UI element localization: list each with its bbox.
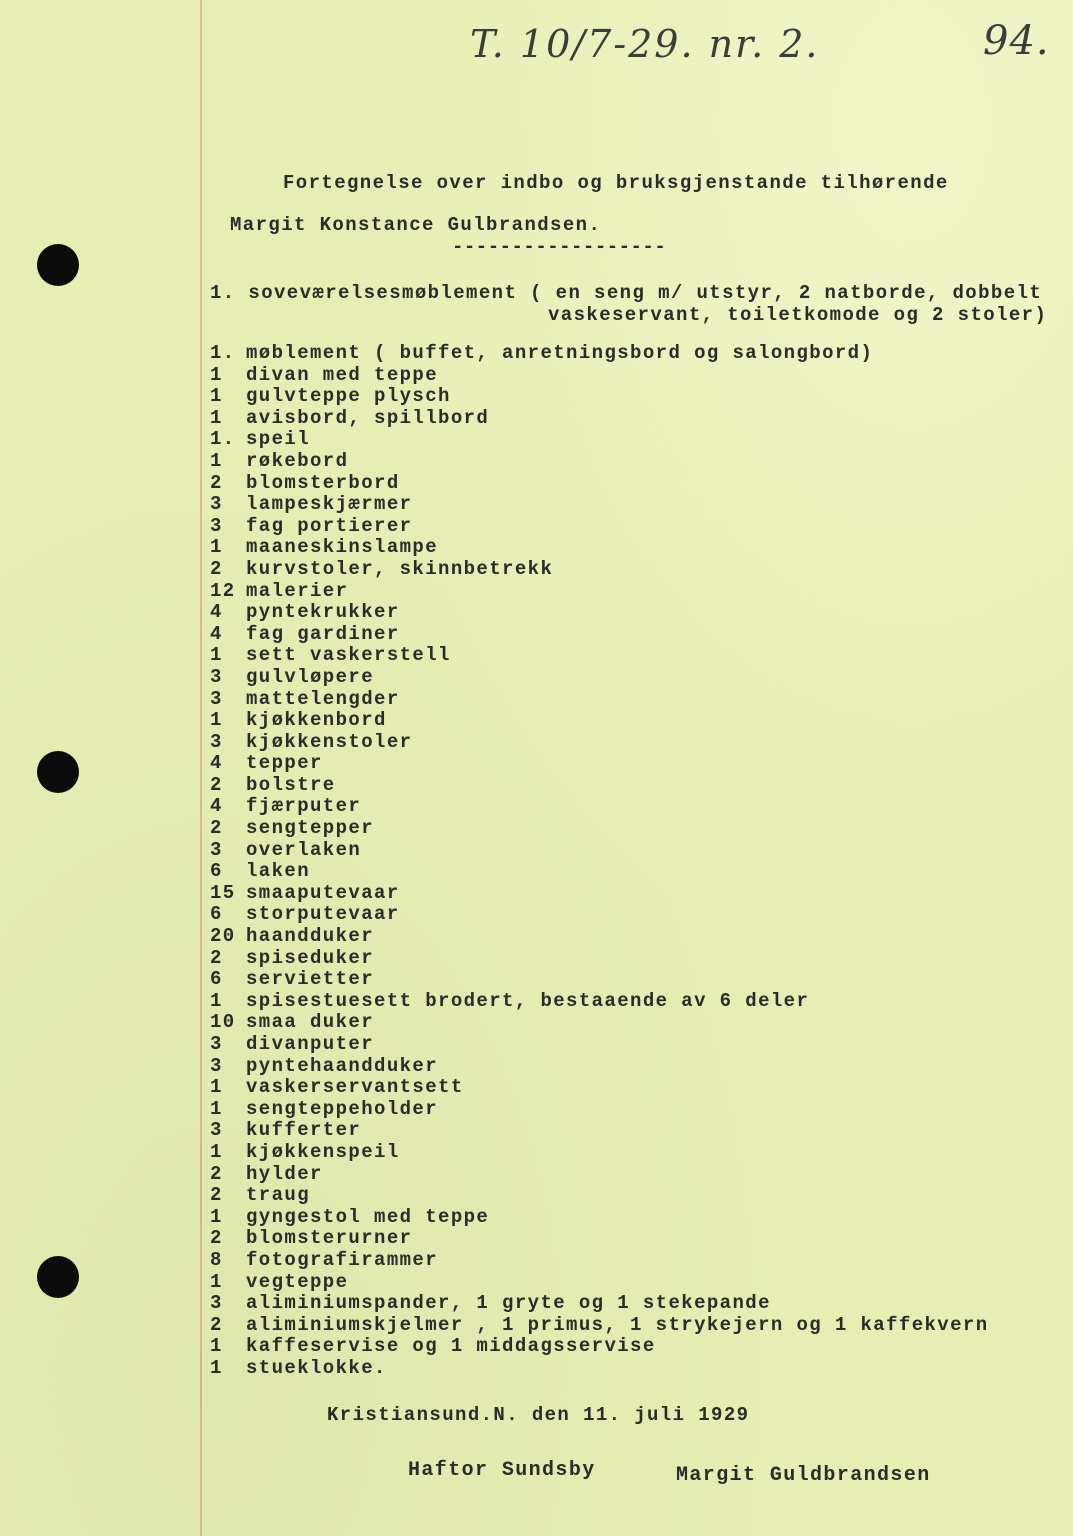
item-quantity: 8 <box>210 1248 223 1271</box>
item-description: kjøkkenbord <box>246 709 387 732</box>
list-item <box>210 1293 989 1315</box>
handwritten-page-number: 94. <box>983 18 1050 64</box>
list-item <box>210 1012 989 1034</box>
list-item <box>210 926 989 948</box>
item-description: gyngestol med teppe <box>246 1205 490 1228</box>
item-quantity: 15 <box>210 881 236 904</box>
item-quantity: 1 <box>210 1270 223 1293</box>
item-description: gulvteppe plysch <box>246 385 451 408</box>
first-item-line-2: vaskeservant, toiletkomode og 2 stoler) <box>548 304 1048 326</box>
item-quantity: 3 <box>210 838 223 861</box>
list-item <box>210 624 989 646</box>
list-item <box>210 775 989 797</box>
item-quantity: 1 <box>210 1140 223 1163</box>
item-description: pyntekrukker <box>246 601 400 624</box>
list-item <box>210 1185 989 1207</box>
item-description: storputevaar <box>246 903 400 926</box>
item-quantity: 1 <box>210 449 223 472</box>
item-quantity: 1 <box>210 709 223 732</box>
item-description: mattelengder <box>246 687 400 710</box>
item-description: servietter <box>246 968 375 991</box>
place-and-date: Kristiansund.N. den 11. juli 1929 <box>327 1404 750 1426</box>
list-item <box>210 753 989 775</box>
item-quantity: 2 <box>210 557 223 580</box>
item-description: laken <box>246 860 311 883</box>
margin-rule <box>200 0 202 1536</box>
list-item <box>210 1315 989 1337</box>
item-description: traug <box>246 1184 311 1207</box>
item-quantity: 1 <box>210 1076 223 1099</box>
list-item <box>210 559 989 581</box>
item-quantity: 10 <box>210 1011 236 1034</box>
list-item <box>210 1142 989 1164</box>
item-description: stueklokke. <box>246 1356 387 1379</box>
item-description: kjøkkenspeil <box>246 1140 400 1163</box>
item-quantity: 2 <box>210 1162 223 1185</box>
item-description: blomsterurner <box>246 1227 413 1250</box>
item-description: malerier <box>246 579 349 602</box>
list-item <box>210 1056 989 1078</box>
list-item <box>210 1272 989 1294</box>
list-item <box>210 473 989 495</box>
signature-left: Haftor Sundsby <box>408 1459 596 1482</box>
item-quantity: 2 <box>210 1313 223 1336</box>
item-quantity: 1 <box>210 644 223 667</box>
item-description: haandduker <box>246 925 375 948</box>
list-item <box>210 365 989 387</box>
list-item <box>210 1164 989 1186</box>
item-quantity: 3 <box>210 1292 223 1315</box>
punch-hole-middle <box>37 751 79 793</box>
list-item <box>210 602 989 624</box>
list-item <box>210 667 989 689</box>
item-description: fag gardiner <box>246 622 400 645</box>
item-description: kurvstoler, skinnbetrekk <box>246 557 554 580</box>
list-item <box>210 1099 989 1121</box>
list-item <box>210 1120 989 1142</box>
item-description: kjøkkenstoler <box>246 730 413 753</box>
item-quantity: 2 <box>210 773 223 796</box>
list-item <box>210 883 989 905</box>
item-description: divanputer <box>246 1033 375 1055</box>
item-quantity: 20 <box>210 925 236 948</box>
item-quantity: 6 <box>210 968 223 991</box>
item-description: sett vaskerstell <box>246 644 451 667</box>
item-quantity: 1 <box>210 385 223 408</box>
item-quantity: 1. <box>210 342 236 364</box>
item-quantity: 3 <box>210 687 223 710</box>
item-quantity: 4 <box>210 752 223 775</box>
item-quantity: 4 <box>210 795 223 818</box>
item-description: speil <box>246 428 311 451</box>
item-description: spisestuesett brodert, bestaaende av 6 deler <box>246 989 810 1012</box>
item-quantity: 1 <box>210 989 223 1012</box>
list-item <box>210 1077 989 1099</box>
heading-line-1: Fortegnelse over indbo og bruksgjenstande tilhørende <box>283 172 949 194</box>
list-item <box>210 796 989 818</box>
item-description: overlaken <box>246 838 362 861</box>
list-item <box>210 991 989 1013</box>
list-item <box>210 1358 989 1380</box>
list-item <box>210 840 989 862</box>
item-quantity: 6 <box>210 903 223 926</box>
item-description: divan med teppe <box>246 363 439 386</box>
heading-underline: ------------------ <box>452 236 667 258</box>
item-quantity: 1 <box>210 1097 223 1120</box>
item-quantity: 4 <box>210 601 223 624</box>
item-quantity: 12 <box>210 579 236 602</box>
item-quantity: 1 <box>210 363 223 386</box>
punch-hole-top <box>37 244 79 286</box>
item-quantity: 2 <box>210 471 223 494</box>
list-item <box>210 581 989 603</box>
item-description: hylder <box>246 1162 323 1185</box>
list-item <box>210 645 989 667</box>
list-item <box>210 969 989 991</box>
list-item <box>210 689 989 711</box>
inventory-list <box>210 343 989 1380</box>
item-quantity: 1. <box>210 428 236 451</box>
item-description: lampeskjærmer <box>246 493 413 516</box>
item-description: tepper <box>246 752 323 775</box>
list-item <box>210 537 989 559</box>
item-description: maaneskinslampe <box>246 536 439 559</box>
item-description: kufferter <box>246 1119 362 1142</box>
list-item <box>210 516 989 538</box>
item-quantity: 2 <box>210 946 223 969</box>
list-item <box>210 386 989 408</box>
item-description: smaaputevaar <box>246 881 400 904</box>
list-item <box>210 861 989 883</box>
item-description: bolstre <box>246 773 336 796</box>
list-item <box>210 1228 989 1250</box>
list-item <box>210 343 989 365</box>
list-item <box>210 948 989 970</box>
item-description: vaskerservantsett <box>246 1076 464 1099</box>
item-description: røkebord <box>246 449 349 472</box>
list-item <box>210 1250 989 1272</box>
item-quantity: 2 <box>210 817 223 840</box>
item-description: fjærputer <box>246 795 362 818</box>
list-item <box>210 408 989 430</box>
item-quantity: 1 <box>210 536 223 559</box>
list-item <box>210 904 989 926</box>
item-quantity: 4 <box>210 622 223 645</box>
item-quantity: 2 <box>210 1184 223 1207</box>
item-quantity: 3 <box>210 1033 223 1055</box>
list-item <box>210 710 989 732</box>
list-item <box>210 1207 989 1229</box>
item-description: fotografirammer <box>246 1248 439 1271</box>
item-description: gulvløpere <box>246 665 375 688</box>
item-quantity: 3 <box>210 514 223 537</box>
item-description: aliminiumspander, 1 gryte og 1 stekepande <box>246 1292 771 1315</box>
item-description: smaa duker <box>246 1011 375 1034</box>
list-item <box>210 818 989 840</box>
item-quantity: 6 <box>210 860 223 883</box>
list-item <box>210 494 989 516</box>
item-description: sengteppeholder <box>246 1097 439 1120</box>
first-item-line-1: 1. soveværelsesmøblement ( en seng m/ utstyr, 2 natborde, dobbelt <box>210 282 1043 304</box>
heading-owner-name: Margit Konstance Gulbrandsen. <box>230 214 602 236</box>
item-quantity: 2 <box>210 1227 223 1250</box>
item-description: fag portierer <box>246 514 413 537</box>
item-quantity: 3 <box>210 1054 223 1077</box>
signature-right: Margit Guldbrandsen <box>676 1464 931 1487</box>
item-description: møblement ( buffet, anretningsbord og salongbord) <box>246 342 874 364</box>
list-item <box>210 1336 989 1358</box>
list-item <box>210 429 989 451</box>
item-description: vegteppe <box>246 1270 349 1293</box>
item-quantity: 3 <box>210 493 223 516</box>
list-item <box>210 732 989 754</box>
item-description: pyntehaandduker <box>246 1054 439 1077</box>
item-description: avisbord, spillbord <box>246 406 490 429</box>
item-description: sengtepper <box>246 817 375 840</box>
item-quantity: 1 <box>210 1205 223 1228</box>
item-description: kaffeservise og 1 middagsservise <box>246 1335 656 1358</box>
item-quantity: 1 <box>210 1335 223 1358</box>
list-item <box>210 1034 989 1056</box>
list-item <box>210 451 989 473</box>
item-quantity: 3 <box>210 665 223 688</box>
item-quantity: 3 <box>210 730 223 753</box>
item-quantity: 3 <box>210 1119 223 1142</box>
punch-hole-bottom <box>37 1256 79 1298</box>
item-description: aliminiumskjelmer , 1 primus, 1 strykejern og 1 kaffekvern <box>246 1313 989 1336</box>
item-quantity: 1 <box>210 406 223 429</box>
item-description: spiseduker <box>246 946 375 969</box>
handwritten-reference: T. 10/7-29. nr. 2. <box>470 22 820 66</box>
item-description: blomsterbord <box>246 471 400 494</box>
item-quantity: 1 <box>210 1356 223 1379</box>
